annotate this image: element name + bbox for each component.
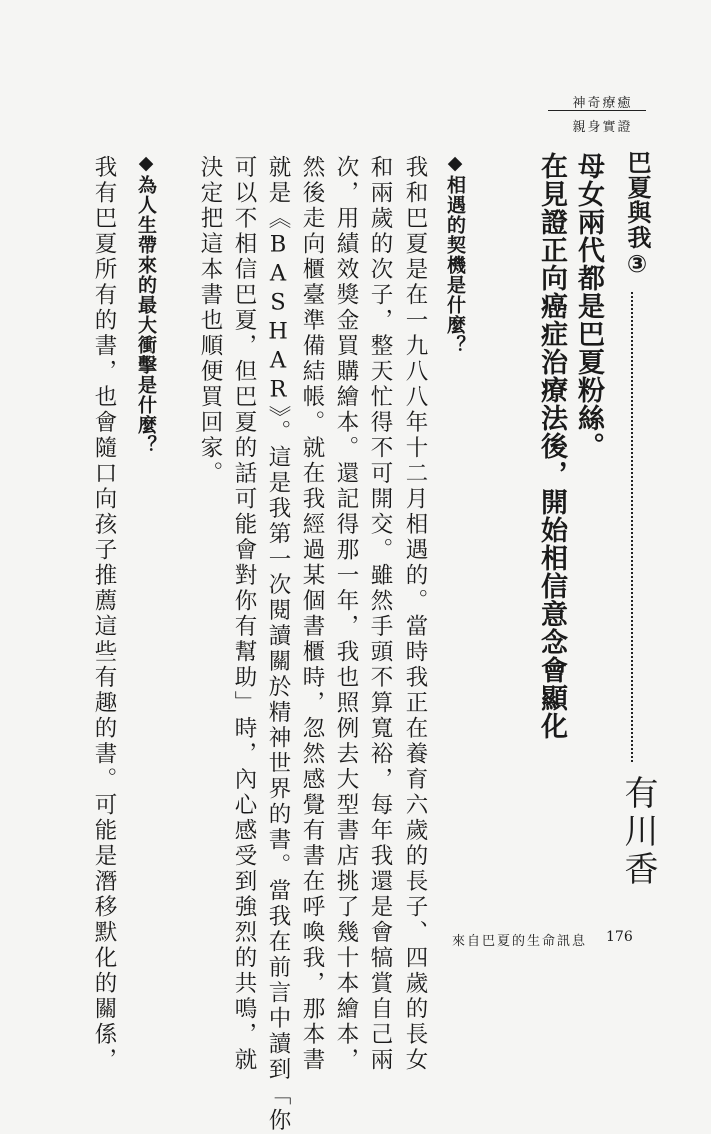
article-title-line-2: 在見證正向癌症治療法後，開始相信意念會顯化 [536,152,567,740]
body-text-line: 我和巴夏是在一九八八年十二月相遇的。當時我正在養育六歲的長子、四歲的長女 [402,155,428,1073]
page-number: 176 [606,929,633,945]
header-label-top: 神奇療癒 [572,96,633,111]
running-footer-title: 來自巴夏的生命訊息 [452,934,588,949]
body-text-line: 然後走向櫃臺準備結帳。就在我經過某個書櫃時，忽然感覺有書在呼喚我，那本書 [299,155,325,1073]
header-divider [548,110,646,111]
body-text-line: 次，用績效獎金買購繪本。還記得那一年，我也照例去大型書店挑了幾十本繪本， [333,155,359,1073]
section-heading-1: ◆相遇的契機是什麼？ [444,152,466,355]
body-text-line: 我有巴夏所有的書，也會隨口向孩子推薦這些有趣的書。可能是潛移默化的關係， [91,155,117,1073]
body-text-line: 可以不相信巴夏，但巴夏的話可能會對你有幫助」時，內心感受到強烈的共鳴，就 [231,155,257,1073]
article-title-line-1: 母女兩代都是巴夏粉絲。 [573,152,604,460]
series-label: 巴夏與我③ [623,150,651,279]
header-label-bottom: 親身實證 [572,120,633,135]
dotted-leader-line [631,292,633,762]
section-heading-2: ◆為人生帶來的最大衝擊是什麼？ [135,152,157,455]
body-text-line: 決定把這本書也順便買回家。 [197,155,223,487]
body-text-line: 和兩歲的次子，整天忙得不可開交。雖然手頭不算寬裕，每年我還是會犒賞自己兩 [367,155,393,1073]
body-text-line: 就是《BASHAR》。這是我第一次閱讀關於精神世界的書。當我在前言中讀到「你 [265,155,291,1134]
author-name: 有川香 [618,775,658,889]
